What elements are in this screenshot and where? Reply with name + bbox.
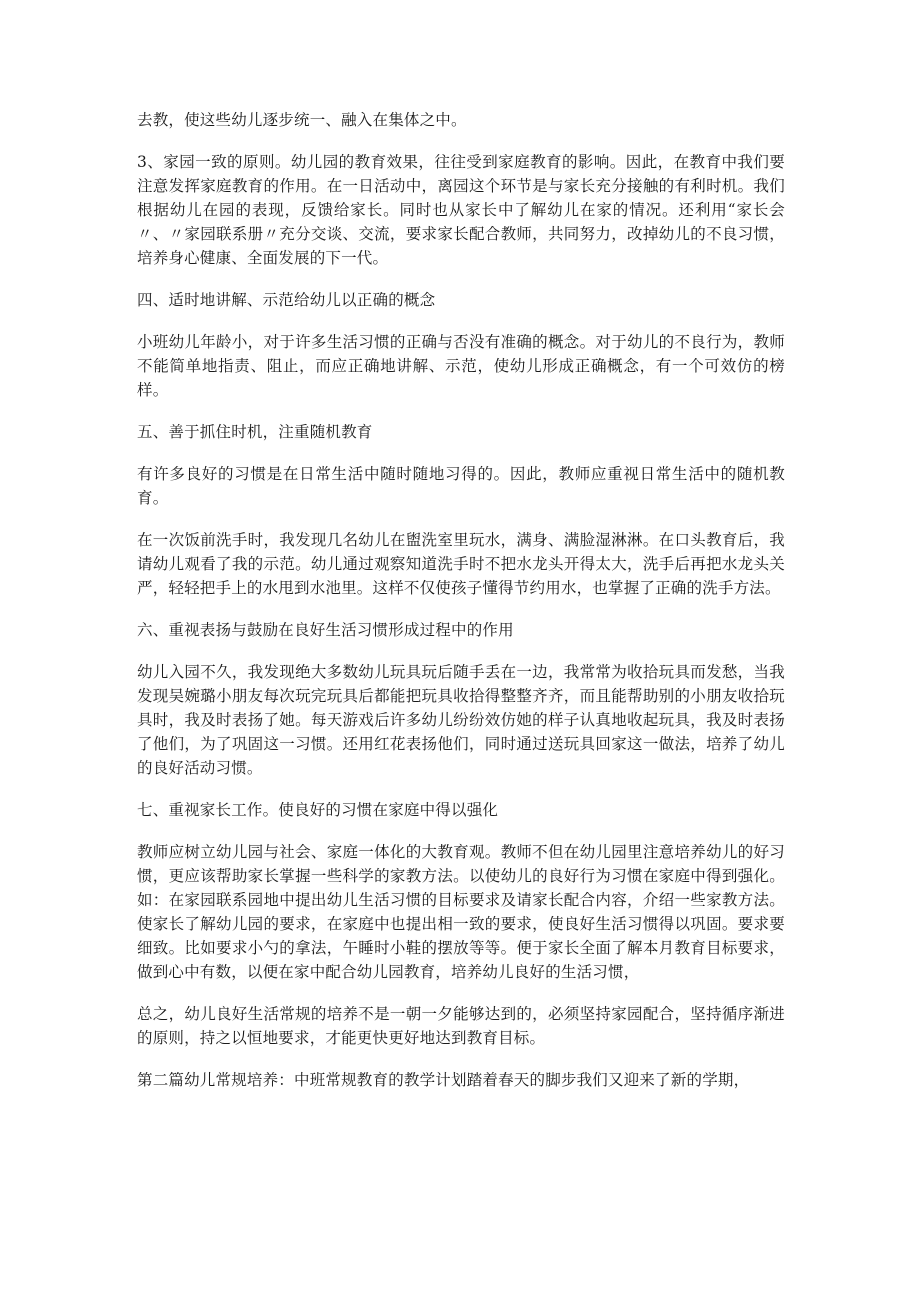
paragraph-section-4: 小班幼儿年龄小，对于许多生活习惯的正确与否没有准确的概念。对于幼儿的不良行为，教师不能简单地指责、阻止，而应正确地讲解、示范，使幼儿形成正确概念，有一个可效仿的榜样。: [137, 333, 785, 399]
section-heading-5: 五、善于抓住时机，注重随机教育: [137, 423, 373, 441]
document-page: [137, 108, 785, 1110]
paragraph-section-5-intro: 有许多良好的习惯是在日常生活中随时随地习得的。因此，教师应重视日常生活中的随机教育。: [137, 465, 785, 507]
paragraph-continuation: 去教，使这些幼儿逐步统一、融入在集体之中。: [137, 111, 467, 129]
section-heading-4: 四、适时地讲解、示范给幼儿以正确的概念: [137, 291, 436, 309]
paragraph-section-7: 教师应树立幼儿园与社会、家庭一体化的大教育观。教师不但在幼儿园里注意培养幼儿的好习惯，更应该帮助家长掌握一些科学的家教方法。以使幼儿的良好行为习惯在家庭中得到强化。如：在家园联系园地中提出幼儿生活习惯的目标要求及请家长配合内容，介绍一些家教方法。使家长了解幼儿园的要求，在家庭中也提出相一致的要求，使良好生活习惯得以巩固。要求要细致。比如要求小勺的拿法，午睡时小鞋的摆放等等。便于家长全面了解本月教育目标要求，做到心中有数，以便在家中配合幼儿园教育，培养幼儿良好的生活习惯，: [137, 843, 785, 981]
section-heading-7: 七、重视家长工作。使良好的习惯在家庭中得以强化: [137, 801, 499, 819]
paragraph-section-5-example: 在一次饭前洗手时，我发现几名幼儿在盥洗室里玩水，满身、满脸湿淋淋。在口头教育后，我请幼儿观看了我的示范。幼儿通过观察知道洗手时不把水龙头开得太大，洗手后再把水龙头关严，轻轻把手上的水甩到水池里。这样不仅使孩子懂得节约用水，也掌握了正确的洗手方法。: [137, 531, 785, 597]
section-heading-6: 六、重视表扬与鼓励在良好生活习惯形成过程中的作用: [137, 621, 514, 639]
paragraph-next-article: 第二篇幼儿常规培养：中班常规教育的教学计划踏着春天的脚步我们又迎来了新的学期，: [137, 1071, 750, 1089]
paragraph-home-school-principle: 3、家园一致的原则。幼儿园的教育效果，往往受到家庭教育的影响。因此，在教育中我们要注意发挥家庭教育的作用。在一日活动中，离园这个环节是与家长充分接触的有利时机。我们根据幼儿在园的表现，反馈给家长。同时也从家长中了解幼儿在家的情况。还利用“家长会〃、〃家园联系册〃充分交谈、交流，要求家长配合教师，共同努力，改掉幼儿的不良习惯，培养身心健康、全面发展的下一代。: [137, 153, 785, 267]
paragraph-conclusion: 总之，幼儿良好生活常规的培养不是一朝一夕能够达到的，必须坚持家园配合，坚持循序渐进的原则，持之以恒地要求，才能更快更好地达到教育目标。: [137, 1005, 785, 1047]
paragraph-section-6: 幼儿入园不久，我发现绝大多数幼儿玩具玩后随手丢在一边，我常常为收拾玩具而发愁，当我发现吴婉璐小朋友每次玩完玩具后都能把玩具收拾得整整齐齐，而且能帮助别的小朋友收拾玩具时，我及时表扬了她。每天游戏后许多幼儿纷纷效仿她的样子认真地收起玩具，我及时表扬了他们，为了巩固这一习惯。还用红花表扬他们，同时通过送玩具回家这一做法，培养了幼儿的良好活动习惯。: [137, 663, 785, 777]
